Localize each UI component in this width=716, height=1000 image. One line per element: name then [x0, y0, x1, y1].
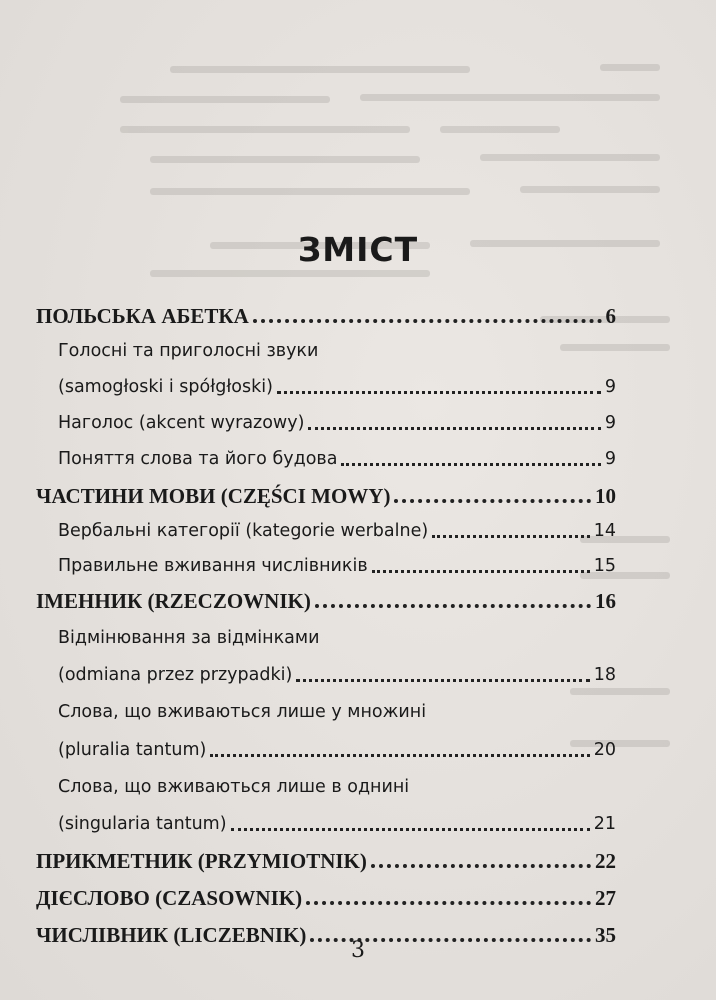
toc-entry-page: 9 — [604, 413, 616, 433]
toc-entry-title: Слова, що вживаються лише в однині — [58, 777, 410, 797]
page-title: ЗМІСТ — [297, 230, 419, 269]
dot-leader — [231, 828, 590, 831]
dot-leader — [210, 754, 589, 757]
toc-entry — [36, 577, 616, 613]
toc-entry — [58, 363, 616, 399]
toc-entry-page: 6 — [605, 304, 616, 328]
dot-leader — [253, 319, 602, 323]
dot-leader — [394, 499, 591, 503]
toc-entry-title: Слова, що вживаються лише у множині — [58, 702, 427, 722]
toc-entry-page: 9 — [604, 449, 616, 469]
toc-entry-title: (odmiana przez przypadki) — [58, 665, 293, 685]
toc-entry-page: 35 — [595, 923, 616, 947]
toc-entry-title: Правильне вживання числівників — [58, 556, 368, 576]
toc-entry — [58, 614, 616, 650]
toc-entry — [36, 837, 616, 873]
toc-entry-title: ЧАСТИНИ МОВИ (CZĘŚCI MOWY) — [36, 484, 391, 508]
toc-entry — [58, 651, 616, 687]
toc-entry — [36, 472, 616, 508]
toc-entry — [58, 688, 616, 724]
toc-entry-page: 18 — [593, 665, 616, 685]
dot-leader — [372, 570, 590, 573]
toc-entry — [58, 327, 616, 363]
dot-leader — [371, 864, 591, 868]
toc-entry — [58, 507, 616, 543]
toc-entry-page: 14 — [593, 521, 616, 541]
toc-entry-title: ДІЄСЛОВО (CZASOWNIK) — [36, 886, 303, 910]
toc-entry — [58, 542, 616, 578]
toc-entry-page: 15 — [593, 556, 616, 576]
toc-entry-title: ІМЕННИК (RZECZOWNIK) — [36, 589, 311, 613]
toc-entry — [58, 399, 616, 435]
toc-entry-page: 27 — [595, 886, 616, 910]
toc-entry-title: Голосні та приголосні звуки — [58, 341, 319, 361]
toc-entry — [36, 292, 616, 328]
toc-entry-title: (pluralia tantum) — [58, 740, 207, 760]
toc-entry-page: 9 — [604, 377, 616, 397]
toc-entry — [58, 763, 616, 799]
toc-entry-page: 22 — [595, 849, 616, 873]
toc-entry — [58, 435, 616, 471]
toc-entry-title: (singularia tantum) — [58, 814, 227, 834]
dot-leader — [308, 427, 600, 430]
toc-entry-title: ЧИСЛІВНИК (LICZEBNIK) — [36, 923, 307, 947]
toc-entry — [58, 800, 616, 836]
toc-entry-page: 16 — [595, 589, 616, 613]
toc-entry-title: Вербальні категорії (kategorie werbalne) — [58, 521, 429, 541]
dot-leader — [296, 679, 589, 682]
toc-entry-title: Відмінювання за відмінками — [58, 628, 320, 648]
toc-entry-title: ПРИКМЕТНИК (PRZYMIOTNIK) — [36, 849, 367, 873]
toc-entry-title: ПОЛЬСЬКА АБЕТКА — [36, 304, 249, 328]
toc-entry-page: 20 — [593, 740, 616, 760]
dot-leader — [277, 391, 601, 394]
toc-entry-title: Наголос (akcent wyrazowy) — [58, 413, 305, 433]
toc-entry-page: 21 — [593, 814, 616, 834]
page-number: 3 — [351, 938, 365, 963]
toc-entry — [58, 726, 616, 762]
toc-entry-title: Поняття слова та його будова — [58, 449, 338, 469]
toc-entry — [36, 874, 616, 910]
toc-entry-title: (samogłoski i spółgłoski) — [58, 377, 273, 397]
dot-leader — [315, 604, 591, 608]
dot-leader — [432, 535, 590, 538]
dot-leader — [341, 463, 600, 466]
dot-leader — [306, 901, 591, 905]
toc-entry-page: 10 — [595, 484, 616, 508]
